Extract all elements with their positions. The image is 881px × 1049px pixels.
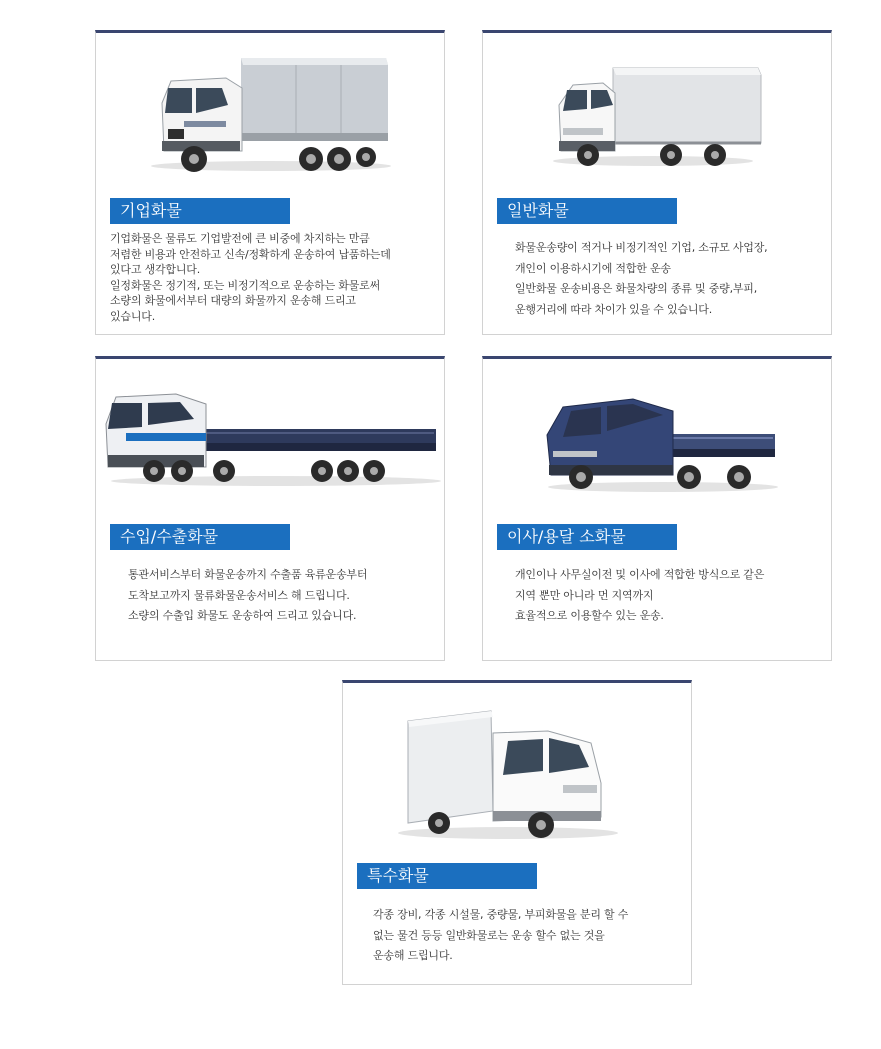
card-label: 수입/수출화물 [110,524,290,550]
pickup-truck-image [483,359,831,519]
card-description: 각종 장비, 각종 시설물, 중량물, 부피화물을 분리 할 수 없는 물건 등등 일반화물로는 운송 할수 없는 것을 운송해 드립니다. [373,908,629,962]
cargo-truck-image [96,33,444,193]
card-description: 기업화물은 물류도 기업발전에 큰 비중에 차지하는 만큼 저렴한 비용과 안전하고 신속/정확하게 운송하여 납품하는데 있다고 생각합니다. 일정화물은 정기적, 또는 비정기적으로 운송하는 화물로써 소량의 화물에서부터 대량의 화물까지 운송해 드리고 있습니다. [110,232,391,323]
service-card-moving [482,356,832,661]
card-label: 이사/용달 소화물 [497,524,677,550]
card-label: 기업화물 [110,198,290,224]
card-label: 특수화물 [357,863,537,889]
flatbed-truck-image [96,359,444,519]
service-card-special [342,680,692,985]
card-description: 통관서비스부터 화물운송까지 수출품 육류운송부터 도착보고까지 물류화물운송서비스 해 드립니다. 소량의 수출입 화물도 운송하여 드리고 있습니다. [128,568,368,622]
service-card-general [482,30,832,335]
small-box-truck-image [343,683,691,853]
box-truck-image [483,33,831,193]
service-card-corporate [95,30,445,335]
card-description: 개인이나 사무실이전 및 이사에 적합한 방식으로 같은 지역 뿐만 아니라 먼 지역까지 효율적으로 이용할수 있는 운송. [515,568,765,622]
card-label: 일반화물 [497,198,677,224]
card-description: 화물운송량이 적거나 비정기적인 기업, 소규모 사업장, 개인이 이용하시기에 적합한 운송 일반화물 운송비용은 화물차량의 종류 및 중량,부피, 운행거리에 따라 차이가 있을 수 있습니다. [515,241,768,316]
service-card-import-export [95,356,445,661]
